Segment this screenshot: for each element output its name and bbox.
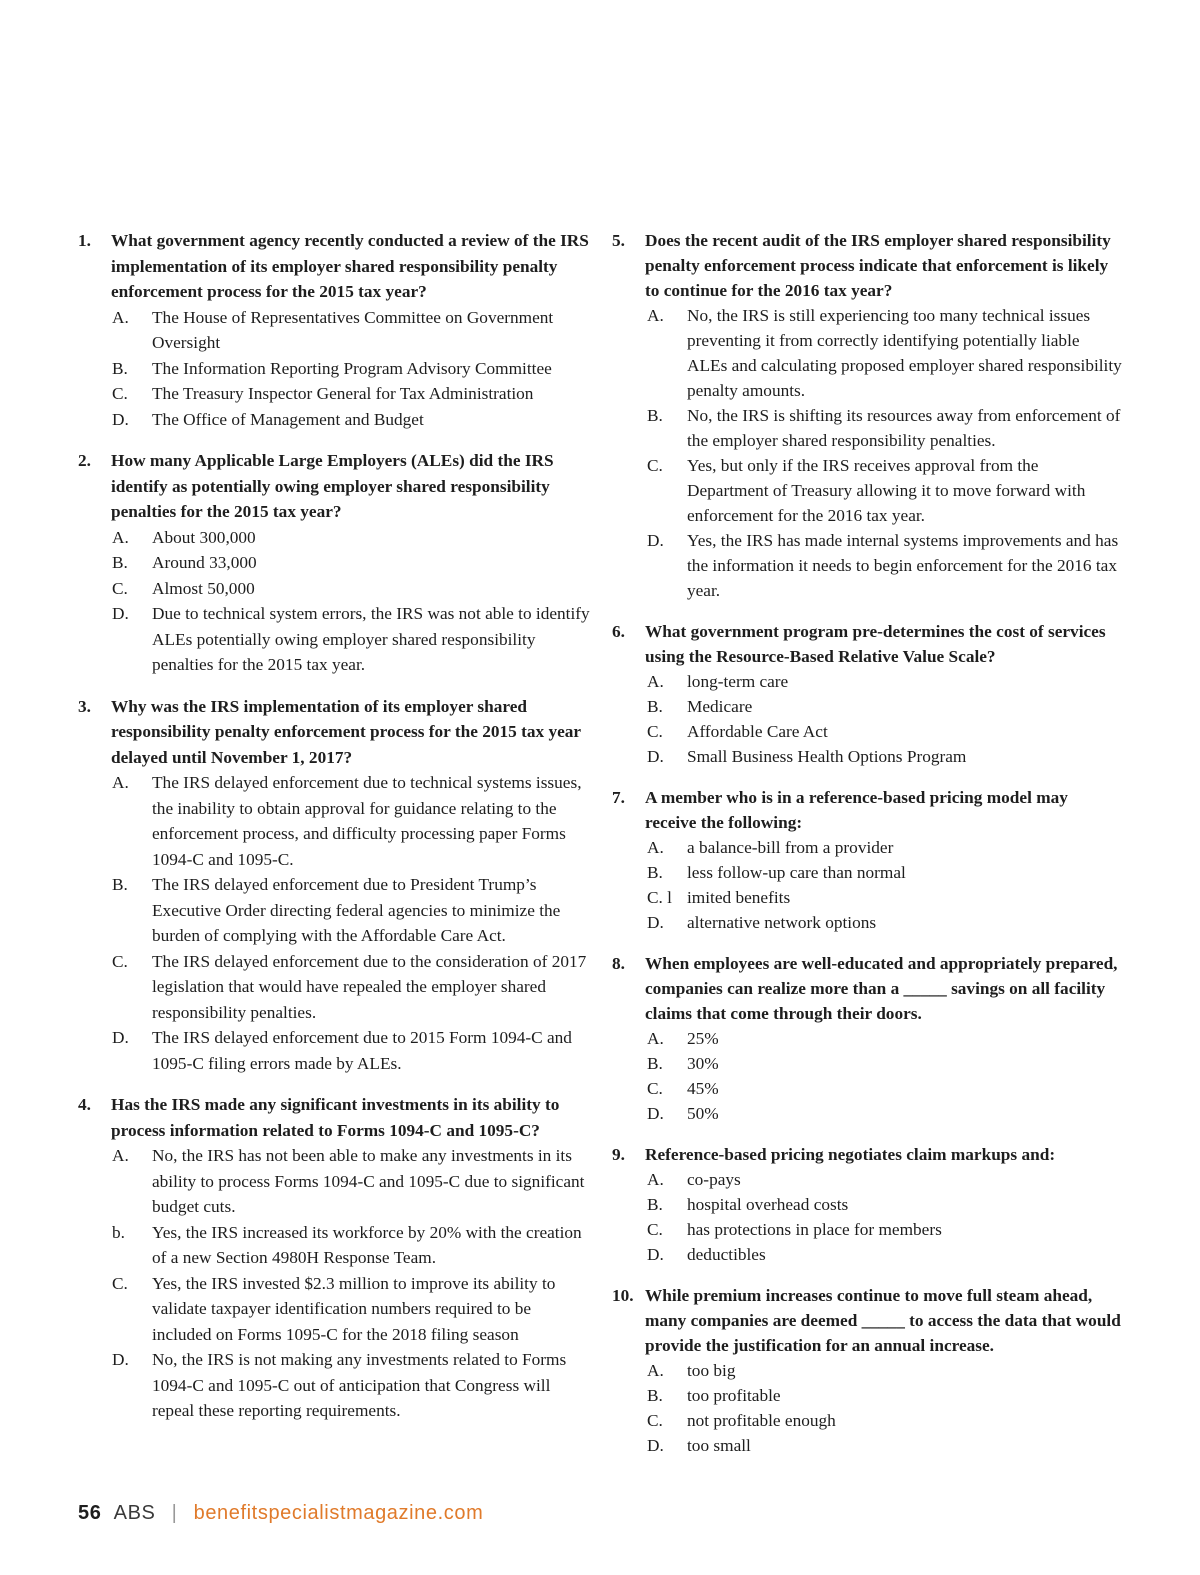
page-footer: [78, 1502, 483, 1525]
answer-option: [647, 528, 1122, 603]
question-2: [78, 448, 590, 678]
question-4: [78, 1092, 590, 1424]
answer-option: [647, 1051, 1122, 1076]
option-text: Yes, the IRS has made internal systems improvements and has the information it needs to begin enforcement for the 2016 tax year.: [687, 531, 1119, 600]
option-letter: C.: [647, 1079, 663, 1098]
option-text: The IRS delayed enforcement due to technical systems issues, the inability to obtain approval for guidance relating to the enforcement process, and difficulty processing paper Forms 1094-C and 1095-C.: [152, 773, 582, 869]
option-letter: A.: [647, 306, 664, 325]
answer-option: [647, 1408, 1122, 1433]
option-letter: B.: [647, 406, 663, 425]
answer-options: [612, 835, 1122, 935]
option-letter: A.: [112, 1146, 129, 1165]
option-text: too profitable: [687, 1386, 781, 1405]
option-text: No, the IRS is still experiencing too many technical issues preventing it from correctly identifying potentially liable ALEs and calculating proposed employer shared responsibility penalty amounts.: [687, 306, 1122, 400]
option-letter: A.: [112, 527, 129, 547]
option-text: 30%: [687, 1054, 719, 1073]
option-text: deductibles: [687, 1245, 766, 1264]
answer-options: [78, 1143, 590, 1424]
option-text: not profitable enough: [687, 1411, 836, 1430]
question-text: Does the recent audit of the IRS employer shared responsibility penalty enforcement process indicate that enforcement is likely to continue for the 2016 tax year?: [645, 231, 1111, 300]
answer-option: [112, 1271, 590, 1348]
website-link[interactable]: benefitspecialistmagazine.com: [193, 1502, 484, 1524]
answer-option: [647, 885, 1122, 910]
question-text: What government agency recently conducted a review of the IRS implementation of its employer shared responsibility penalty enforcement process for the 2015 tax year?: [111, 231, 589, 301]
footer-separator: |: [171, 1502, 178, 1524]
option-letter: D.: [112, 1350, 129, 1369]
option-text: Affordable Care Act: [687, 722, 828, 741]
option-letter: A.: [112, 773, 129, 792]
question-9: [612, 1142, 1122, 1267]
answer-option: [647, 1358, 1122, 1383]
question-stem: [612, 1283, 1122, 1358]
answer-option: [112, 1143, 590, 1220]
answer-options: [612, 1026, 1122, 1126]
answer-option: [647, 694, 1122, 719]
answer-option: [647, 1383, 1122, 1408]
option-letter: B.: [647, 697, 663, 716]
answer-option: [112, 949, 590, 1026]
question-number: 7.: [612, 788, 625, 807]
option-letter: C.: [647, 1220, 663, 1239]
option-text: No, the IRS has not been able to make any investments in its ability to process Forms 1094-C and 1095-C due to significant budget cuts.: [152, 1146, 585, 1216]
answer-option: [647, 403, 1122, 453]
answer-options: [612, 1358, 1122, 1458]
option-text: 50%: [687, 1104, 719, 1123]
option-letter: B.: [112, 875, 128, 894]
option-letter: D.: [112, 409, 129, 429]
answer-option: [647, 719, 1122, 744]
question-number: 9.: [612, 1145, 625, 1164]
right-column: [612, 228, 1122, 1474]
answer-option: [112, 601, 590, 678]
question-stem: [78, 694, 590, 771]
answer-option: [112, 381, 590, 407]
option-text: has protections in place for members: [687, 1220, 942, 1239]
page-number: 56: [78, 1502, 102, 1524]
option-text: Yes, the IRS invested $2.3 million to improve its ability to validate taxpayer identification numbers required to be included on Forms 1095-C for the 2018 filing season: [152, 1273, 556, 1344]
option-letter: D.: [647, 747, 664, 766]
answer-options: [612, 1167, 1122, 1267]
option-letter: A.: [647, 838, 664, 857]
option-text: The House of Representatives Committee on Government Oversight: [152, 307, 554, 352]
question-stem: [78, 1092, 590, 1143]
option-text: The Office of Management and Budget: [152, 409, 424, 429]
option-letter: B.: [647, 863, 663, 882]
question-text: When employees are well-educated and appropriately prepared, companies can realize more than a _____ savings on all facility claims that come through their doors.: [645, 954, 1118, 1023]
question-stem: [612, 228, 1122, 303]
answer-option: [647, 860, 1122, 885]
answer-option: [647, 1167, 1122, 1192]
option-letter: D.: [647, 531, 664, 550]
answer-options: [612, 669, 1122, 769]
question-text: Reference-based pricing negotiates claim markups and:: [645, 1145, 1056, 1164]
option-text: hospital overhead costs: [687, 1195, 849, 1214]
answer-option: [647, 1433, 1122, 1458]
magazine-name: ABS: [113, 1502, 156, 1524]
option-text: a balance-bill from a provider: [687, 838, 894, 857]
answer-option: [112, 550, 590, 576]
question-1: [78, 228, 590, 432]
option-letter: B.: [647, 1054, 663, 1073]
option-text: Yes, but only if the IRS receives approval from the Department of Treasury allowing it to move forward with enforcement for the 2016 tax year.: [687, 456, 1086, 525]
answer-option: [647, 303, 1122, 403]
option-text: The IRS delayed enforcement due to the consideration of 2017 legislation that would have repealed the employer shared responsibility penalties.: [152, 951, 587, 1022]
option-text: Due to technical system errors, the IRS was not able to identify ALEs potentially owing employer shared responsibility penalties for the 2015 tax year.: [152, 604, 590, 674]
option-text: The IRS delayed enforcement due to 2015 Form 1094-C and 1095-C filing errors made by ALEs.: [152, 1028, 572, 1073]
option-text: long-term care: [687, 672, 789, 691]
answer-option: [647, 1192, 1122, 1217]
option-letter: b.: [112, 1222, 125, 1242]
option-letter: C.: [112, 578, 128, 598]
question-10: [612, 1283, 1122, 1458]
answer-option: [112, 525, 590, 551]
question-text: While premium increases continue to move full steam ahead, many companies are deemed _____ to access the data that would provide the justification for an annual increase.: [645, 1286, 1121, 1355]
option-letter: B.: [112, 358, 128, 378]
option-text: alternative network options: [687, 913, 877, 932]
answer-option: [647, 835, 1122, 860]
answer-option: [647, 669, 1122, 694]
question-number: 3.: [78, 696, 91, 716]
option-letter: A.: [647, 1361, 664, 1380]
option-letter: A.: [647, 1029, 664, 1048]
question-text: How many Applicable Large Employers (ALEs) did the IRS identify as potentially owing employer shared responsibility penalties for the 2015 tax year?: [111, 451, 554, 521]
answer-options: [78, 770, 590, 1076]
option-text: 25%: [687, 1029, 719, 1048]
answer-option: [112, 356, 590, 382]
answer-option: [647, 453, 1122, 528]
answer-options: [612, 303, 1122, 603]
option-text: Small Business Health Options Program: [687, 747, 967, 766]
option-text: Almost 50,000: [152, 578, 255, 598]
option-letter: C.: [647, 722, 663, 741]
answer-option: [112, 305, 590, 356]
option-letter: C.: [112, 1273, 128, 1293]
question-text: Why was the IRS implementation of its employer shared responsibility penalty enforcement process for the 2015 tax year delayed until November 1, 2017?: [111, 696, 581, 767]
answer-options: [78, 525, 590, 678]
option-text: imited benefits: [687, 888, 791, 907]
answer-option: [647, 744, 1122, 769]
option-text: 45%: [687, 1079, 719, 1098]
option-letter: C.: [647, 456, 663, 475]
left-column: [78, 228, 590, 1440]
question-3: [78, 694, 590, 1077]
option-letter: A.: [647, 1170, 664, 1189]
option-letter: D.: [112, 1028, 129, 1047]
question-6: [612, 619, 1122, 769]
option-letter: D.: [647, 1245, 664, 1264]
question-stem: [612, 619, 1122, 669]
option-letter: D.: [647, 1436, 664, 1455]
option-letter: D.: [647, 913, 664, 932]
question-text: Has the IRS made any significant investments in its ability to process information related to Forms 1094-C and 1095-C?: [111, 1095, 560, 1140]
answer-option: [112, 1220, 590, 1271]
question-8: [612, 951, 1122, 1126]
option-text: Yes, the IRS increased its workforce by 20% with the creation of a new Section 4980H Response Team.: [152, 1222, 582, 1267]
answer-option: [112, 576, 590, 602]
option-letter: B.: [647, 1386, 663, 1405]
question-number: 1.: [78, 231, 91, 250]
question-7: [612, 785, 1122, 935]
question-number: 10.: [612, 1286, 634, 1305]
answer-option: [647, 1101, 1122, 1126]
option-letter: C.: [112, 384, 128, 403]
answer-option: [112, 407, 590, 433]
option-text: Medicare: [687, 697, 753, 716]
answer-option: [112, 770, 590, 872]
question-number: 5.: [612, 231, 625, 250]
question-number: 6.: [612, 622, 625, 641]
option-letter: B.: [647, 1195, 663, 1214]
answer-option: [112, 1347, 590, 1424]
answer-option: [112, 872, 590, 949]
answer-option: [647, 1076, 1122, 1101]
answer-option: [647, 1242, 1122, 1267]
option-letter: A.: [647, 672, 664, 691]
question-number: 8.: [612, 954, 625, 973]
answer-option: [647, 1026, 1122, 1051]
option-letter: D.: [647, 1104, 664, 1123]
question-text: What government program pre-determines the cost of services using the Resource-Based Relative Value Scale?: [645, 622, 1106, 666]
option-text: less follow-up care than normal: [687, 863, 906, 882]
question-stem: [78, 448, 590, 525]
question-text: A member who is in a reference-based pricing model may receive the following:: [645, 788, 1068, 832]
option-text: About 300,000: [152, 527, 256, 547]
option-letter: C.: [647, 1411, 663, 1430]
option-letter: B.: [112, 553, 128, 572]
option-text: too small: [687, 1436, 751, 1455]
option-letter: C. l: [647, 888, 672, 907]
answer-option: [112, 1025, 590, 1076]
option-text: The IRS delayed enforcement due to President Trump’s Executive Order directing federal agencies to minimize the burden of complying with the Affordable Care Act.: [152, 875, 561, 945]
option-text: too big: [687, 1361, 736, 1380]
option-text: The Treasury Inspector General for Tax Administration: [152, 384, 534, 403]
answer-option: [647, 910, 1122, 935]
option-text: The Information Reporting Program Advisory Committee: [152, 358, 552, 378]
question-number: 2.: [78, 451, 91, 470]
option-letter: C.: [112, 951, 128, 971]
question-stem: [612, 785, 1122, 835]
answer-option: [647, 1217, 1122, 1242]
question-stem: [78, 228, 590, 305]
option-text: No, the IRS is not making any investments related to Forms 1094-C and 1095-C out of anticipation that Congress will repeal these reporting requirements.: [152, 1350, 567, 1420]
question-stem: [612, 951, 1122, 1026]
option-text: co-pays: [687, 1170, 741, 1189]
option-text: No, the IRS is shifting its resources away from enforcement of the employer shared responsibility penalties.: [687, 406, 1121, 450]
question-5: [612, 228, 1122, 603]
option-letter: A.: [112, 307, 129, 327]
question-stem: [612, 1142, 1122, 1167]
answer-options: [78, 305, 590, 433]
option-text: Around 33,000: [152, 553, 257, 572]
option-letter: D.: [112, 604, 129, 623]
question-number: 4.: [78, 1095, 91, 1114]
